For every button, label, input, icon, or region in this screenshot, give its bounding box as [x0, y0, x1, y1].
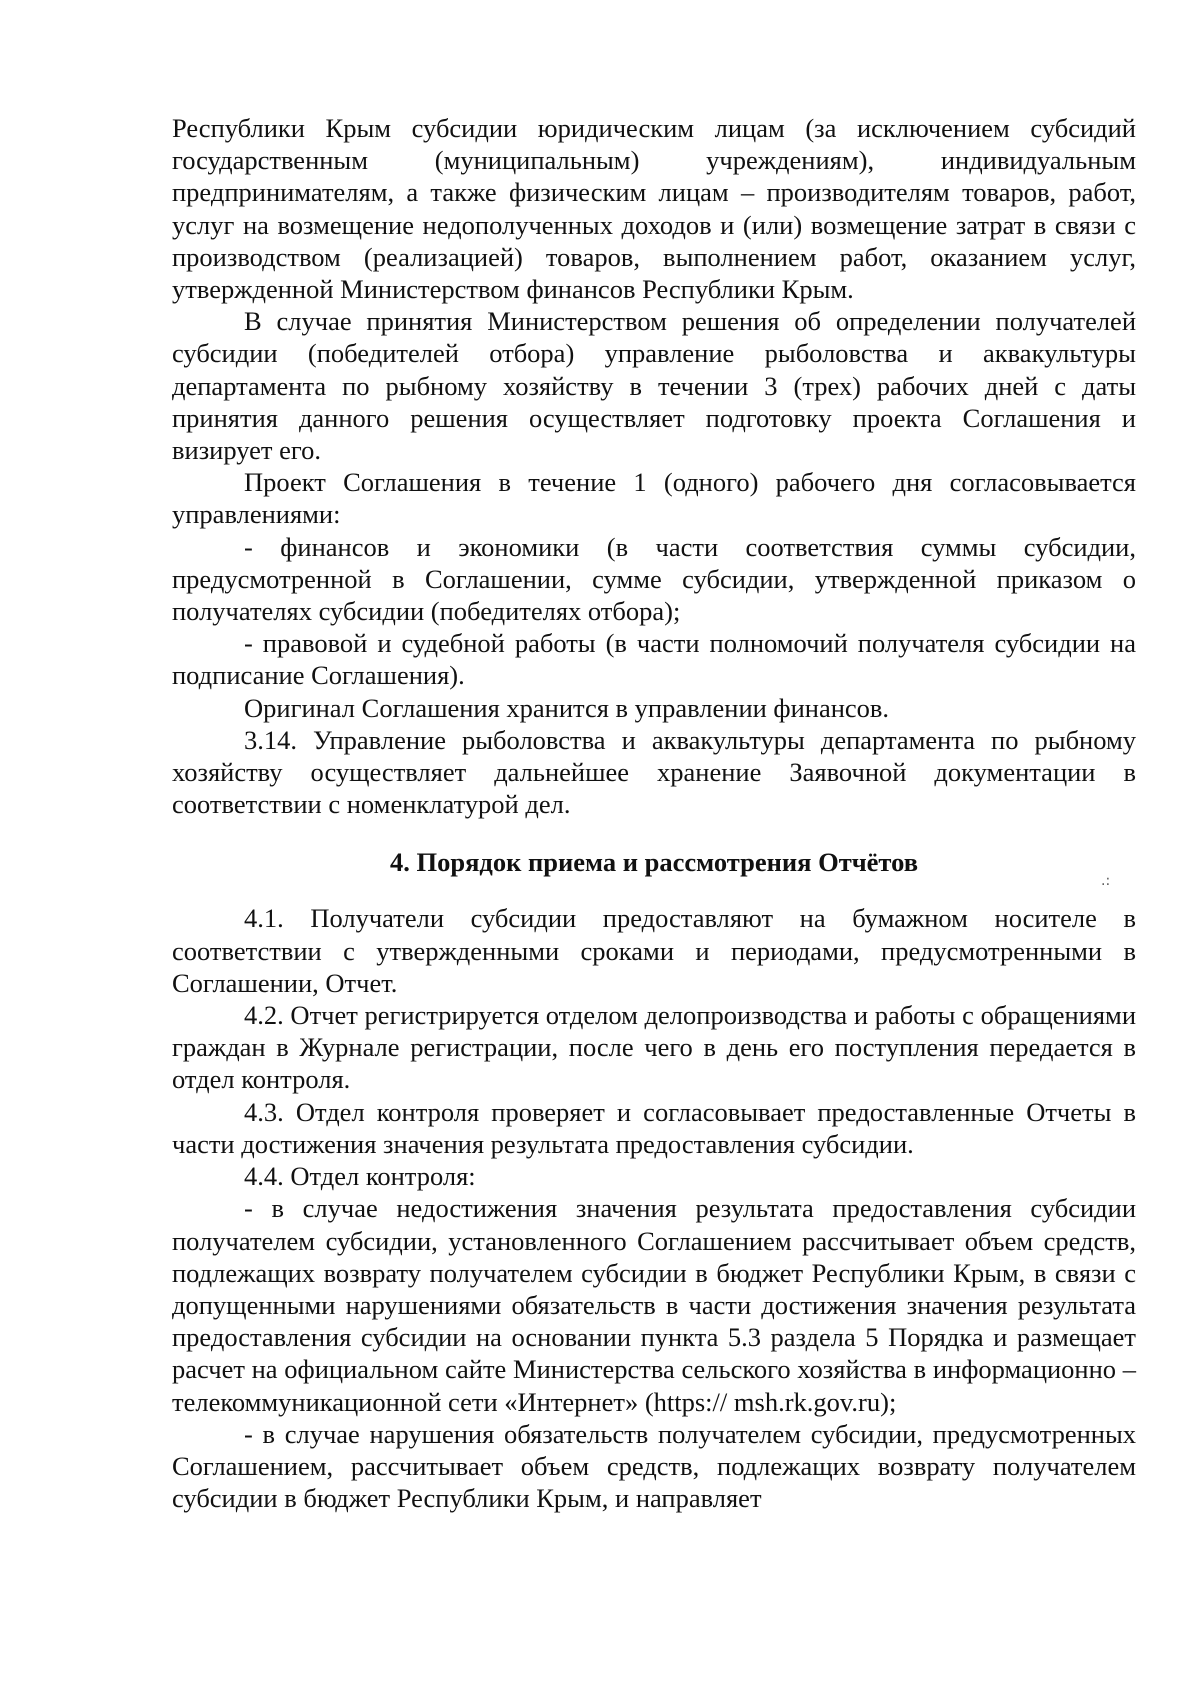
paragraph-finance-economics: - финансов и экономики (в части соответствия суммы субсидии, предусмотренной в Соглашении, сумме субсидии, утвержденной приказом о получателях субсидии (победителях отбора);	[172, 531, 1136, 627]
paragraph-4-3: 4.3. Отдел контроля проверяет и согласовывает предоставленные Отчеты в части достижения значения результата предоставления субсидии.	[172, 1096, 1136, 1159]
paragraph-4-4: 4.4. Отдел контроля:	[244, 1161, 476, 1192]
scan-speck: .:	[1101, 873, 1111, 889]
paragraph-3-14: 3.14. Управление рыболовства и аквакультуры департамента по рыбному хозяйству осуществляет дальнейшее хранение Заявочной документации в соответствии с номенклатурой дел.	[172, 724, 1136, 820]
paragraph-4-1: 4.1. Получатели субсидии предоставляют на бумажном носителе в соответствии с утвержденными сроками и периодами, предусмотренными в Соглашении, Отчет.	[172, 903, 1136, 998]
paragraph-draft-agreement-approval: Проект Соглашения в течение 1 (одного) рабочего дня согласовывается управлениями:	[172, 467, 1136, 530]
section-heading: 4. Порядок приема и рассмотрения Отчётов	[389, 847, 919, 878]
paragraph-original-agreement: Оригинал Соглашения хранится в управлении финансов.	[244, 692, 890, 723]
paragraph-legal-judicial: - правовой и судебной работы (в части полномочий получателя субсидии на подписание Соглашения).	[172, 628, 1136, 691]
document-page	[172, 112, 1136, 1514]
paragraph-4-2: 4.2. Отчет регистрируется отделом делопроизводства и работы с обращениями граждан в Журнале регистрации, после чего в день его поступления передается в отдел контроля.	[172, 1000, 1136, 1095]
paragraph-decision-recipients: В случае принятия Министерством решения об определении получателей субсидии (победителей отбора) управление рыболовства и аквакультуры департамента по рыбному хозяйству в течении 3 (трех) рабочих дней с даты принятия данного решения осуществляет подготовку проекта Соглашения и визирует его.	[172, 306, 1136, 466]
paragraph-republic-crimea-subsidies: Республики Крым субсидии юридическим лицам (за исключением субсидий государственным (муниципальным) учреждениям), индивидуальным предпринимателям, а также физическим лицам – производителям товаров, работ, услуг на возмещение недополученных доходов и (или) возмещение затрат в связи с производством (реализацией) товаров, выполнением работ, оказанием услуг, утвержденной Министерством финансов Республики Крым.	[172, 113, 1136, 305]
paragraph-4-4-violation: - в случае нарушения обязательств получателем субсидии, предусмотренных Соглашением, рассчитывает объем средств, подлежащих возврату получателем субсидии в бюджет Республики Крым, и направляет	[172, 1418, 1136, 1514]
paragraph-4-4-underachievement: - в случае недостижения значения результата предоставления субсидии получателем субсидии, установленного Соглашением рассчитывает объем средств, подлежащих возврату получателем субсидии в бюджет Республики Крым, в связи с допущенными нарушениями обязательств в части достижения значения результата предоставления субсидии на основании пункта 5.3 раздела 5 Порядка и размещает расчет на официальном сайте Министерства сельского хозяйства в информационно – телекоммуникационной сети «Интернет» (https:// msh.rk.gov.ru);	[172, 1193, 1136, 1417]
